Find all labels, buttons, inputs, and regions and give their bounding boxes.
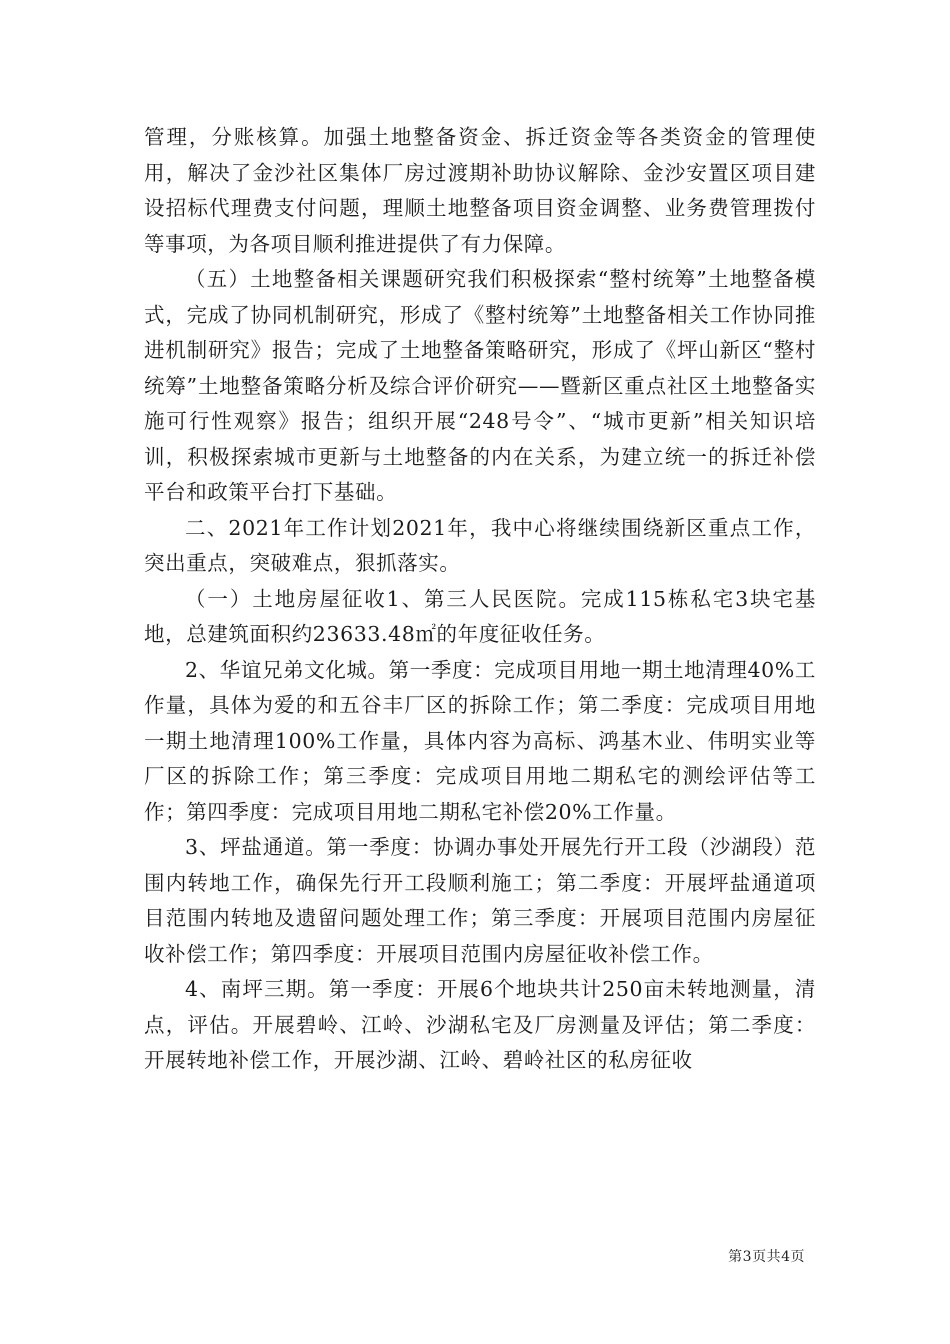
paragraph-1: 管理，分账核算。加强土地整备资金、拆迁资金等各类资金的管理使用，解决了金沙社区集体厂房过渡期补助协议解除、金沙安置区项目建设招标代理费支付问题，理顺土地整备项目资金调整、业务费管理拨付等事项，为各项目顺利推进提供了有力保障。 [144, 125, 816, 256]
paragraph-4: （一）土地房屋征收1、第三人民医院。完成115栋私宅3块宅基地，总建筑面积约23633.48㎡的年度征收任务。 [144, 586, 816, 646]
paragraph-3: 二、2021年工作计划2021年，我中心将继续围绕新区重点工作，突出重点，突破难点，狠抓落实。 [144, 515, 816, 575]
page-number-footer: 第3页共4页 [728, 1249, 805, 1265]
paragraph-6: 3、坪盐通道。第一季度：协调办事处开展先行开工段（沙湖段）范围内转地工作，确保先行开工段顺利施工；第二季度：开展坪盐通道项目范围内转地及遗留问题处理工作；第三季度：开展项目范围内房屋征收补偿工作；第四季度：开展项目范围内房屋征收补偿工作。 [144, 835, 816, 966]
document-body [144, 120, 816, 1079]
paragraph-5: 2、华谊兄弟文化城。第一季度：完成项目用地一期土地清理40%工作量，具体为爱的和五谷丰厂区的拆除工作；第二季度：完成项目用地一期土地清理100%工作量，具体内容为高标、鸿基木业、伟明实业等厂区的拆除工作；第三季度：完成项目用地二期私宅的测绘评估等工作；第四季度：完成项目用地二期私宅补偿20%工作量。 [144, 657, 816, 824]
paragraph-7: 4、南坪三期。第一季度：开展6个地块共计250亩未转地测量，清点，评估。开展碧岭、江岭、沙湖私宅及厂房测量及评估；第二季度：开展转地补偿工作，开展沙湖、江岭、碧岭社区的私房征收 [144, 977, 816, 1072]
paragraph-2: （五）土地整备相关课题研究我们积极探索“整村统筹”土地整备模式，完成了协同机制研究，形成了《整村统筹”土地整备相关工作协同推进机制研究》报告；完成了土地整备策略研究，形成了《坪山新区“整村统筹”土地整备策略分析及综合评价研究——暨新区重点社区土地整备实施可行性观察》报告；组织开展“248号令”、“城市更新”相关知识培训，积极探索城市更新与土地整备的内在关系，为建立统一的拆迁补偿平台和政策平台打下基础。 [144, 267, 816, 504]
